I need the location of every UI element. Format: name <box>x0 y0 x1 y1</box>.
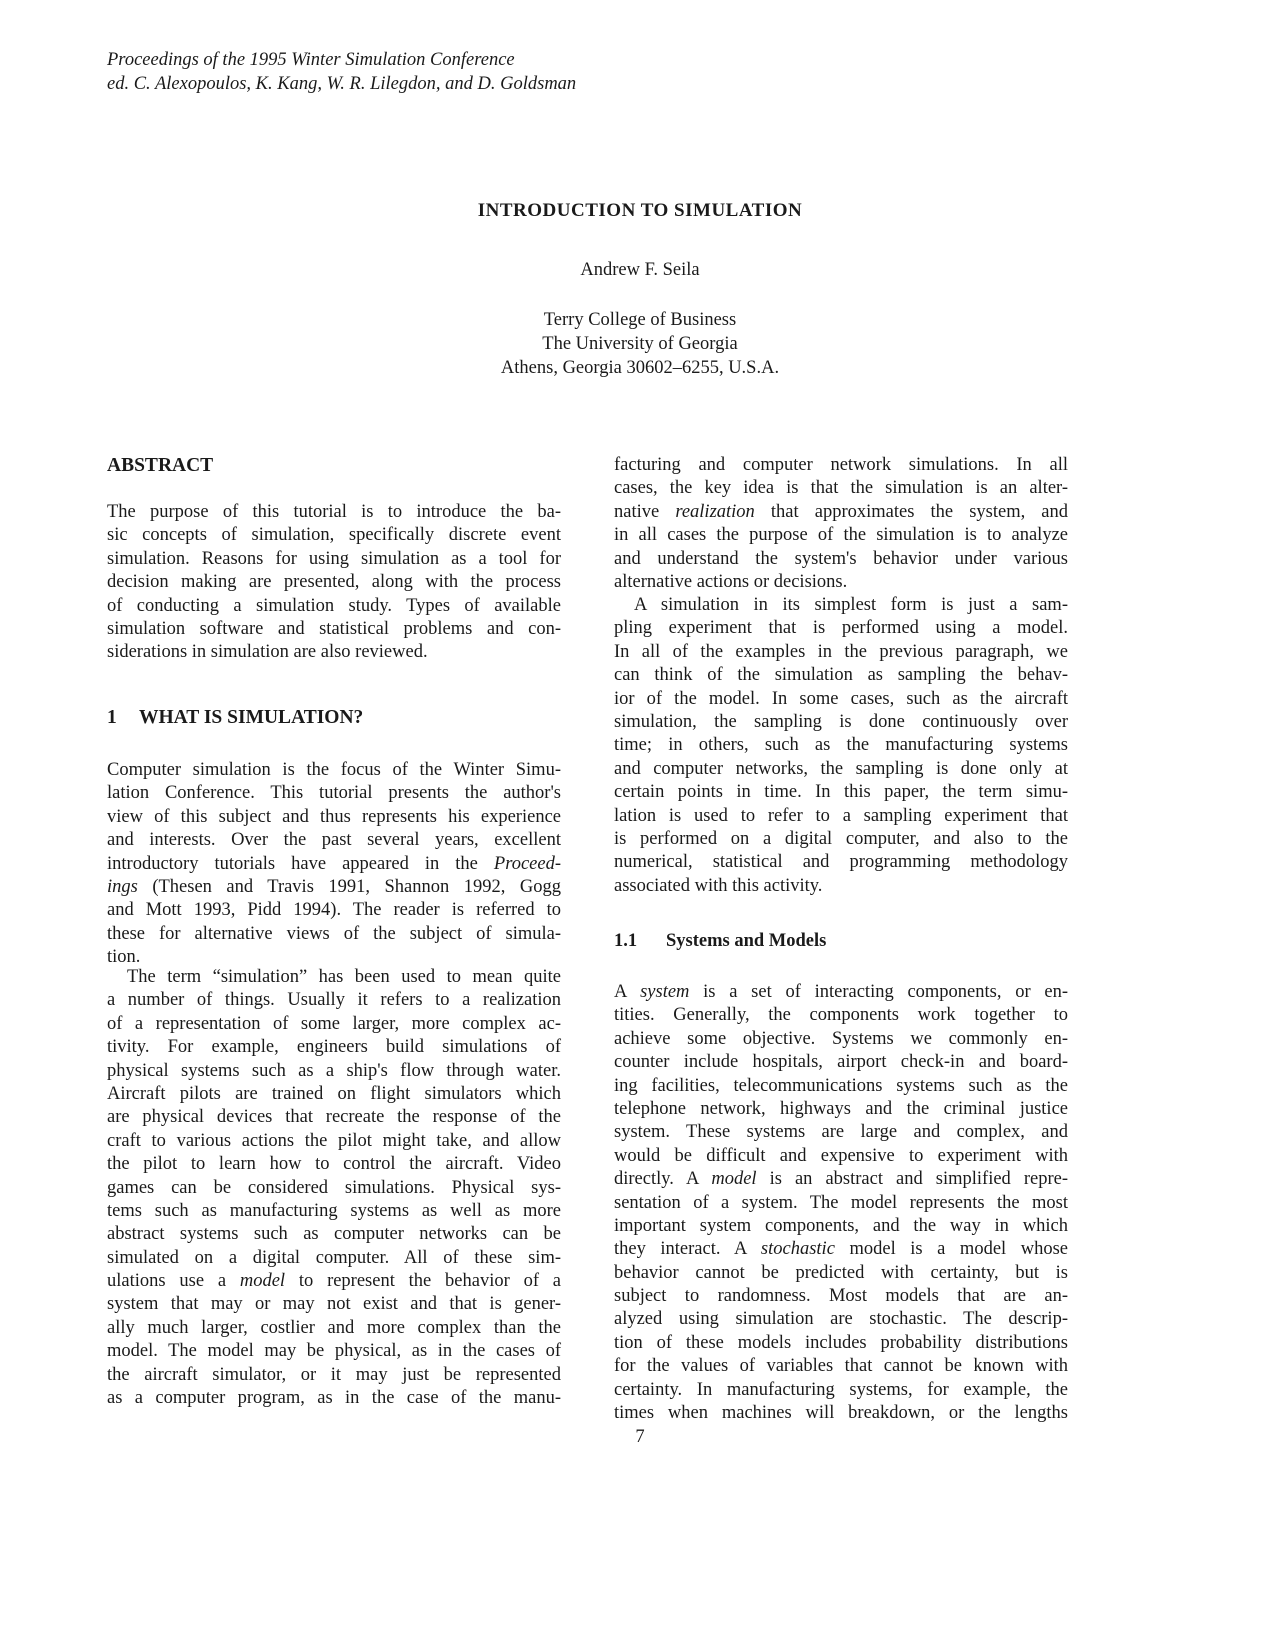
text-line: as a computer program, as in the case of the manu- <box>107 1388 561 1409</box>
emphasis: realization <box>675 501 755 522</box>
text-line: simulation software and statistical problems and con- <box>107 618 561 639</box>
section-1-paragraph-1 <box>107 759 561 970</box>
affiliation <box>0 308 1280 380</box>
text-line: games can be considered simulations. Physical sys- <box>107 1177 561 1198</box>
abstract-heading <box>107 454 561 478</box>
affiliation-line: The University of Georgia <box>542 334 738 354</box>
text-line: these for alternative views of the subject of simula- <box>107 923 561 944</box>
text-line: siderations in simulation are also reviewed. <box>107 642 428 663</box>
affiliation-line: Athens, Georgia 30602–6255, U.S.A. <box>500 358 780 378</box>
author-name: Andrew F. Seila <box>580 260 700 280</box>
section-1-paragraph-2 <box>107 966 561 1410</box>
text-line: ings (Thesen and Travis 1991, Shannon 1992, Gogg <box>107 876 561 897</box>
text-line: of conducting a simulation study. Types of available <box>107 595 561 616</box>
emphasis: Proceed- <box>493 853 561 874</box>
text-line: the pilot to learn how to control the aircraft. Video <box>107 1154 561 1175</box>
section-1-heading <box>107 706 561 730</box>
text-line: alternative actions or decisions. <box>614 571 848 592</box>
text-line: subject to randomness. Most models that are an- <box>614 1286 1068 1307</box>
text-line: simulation. Reasons for using simulation as a tool for <box>107 548 561 569</box>
affiliation-line: Terry College of Business <box>543 310 737 330</box>
text-line: abstract systems such as computer networks can be <box>107 1224 561 1245</box>
text-line: The term “simulation” has been used to mean quite <box>127 967 561 987</box>
text-line: physical systems such as a ship's flow through water. <box>107 1060 561 1081</box>
text-line: ing facilities, telecommunications systems such as the <box>614 1075 1068 1096</box>
text-line: behavior cannot be predicted with certainty, but is <box>614 1262 1068 1283</box>
text-line: tion. <box>107 947 141 968</box>
text-line: The purpose of this tutorial is to introduce the ba- <box>107 502 561 522</box>
text-line: counter include hospitals, airport check-in and board- <box>614 1052 1068 1073</box>
text-line: of a representation of some larger, more complex ac- <box>107 1013 561 1034</box>
text-line: tems such as manufacturing systems as well as more <box>107 1200 561 1221</box>
text-line: sentation of a system. The model represents the most <box>614 1192 1068 1213</box>
text-line: numerical, statistical and programming methodology <box>614 852 1068 873</box>
text-line: Aircraft pilots are trained on flight simulators which <box>107 1083 561 1104</box>
text-line: view of this subject and thus represents his experience <box>107 806 561 827</box>
emphasis: model <box>239 1271 286 1292</box>
text-line: associated with this activity. <box>614 875 823 896</box>
abstract-heading-text: ABSTRACT <box>107 455 214 476</box>
text-line: system that may or may not exist and that is gener- <box>107 1294 561 1315</box>
text-line: achieve some objective. Systems we commonly en- <box>614 1028 1068 1049</box>
text-line: times when machines will breakdown, or the lengths <box>614 1403 1068 1424</box>
text-line: sic concepts of simulation, specifically discrete event <box>107 525 561 546</box>
text-line: native realization that approximates the system, and <box>614 501 1069 522</box>
text-line: A system is a set of interacting components, or en- <box>614 982 1068 1002</box>
text-line: certain points in time. In this paper, the term simu- <box>614 782 1068 803</box>
section-1-paragraph-4 <box>614 594 1068 898</box>
text-line: ior of the model. In some cases, such as the aircraft <box>614 688 1068 709</box>
text-line: and understand the system's behavior under various <box>614 548 1068 569</box>
text-line: Computer simulation is the focus of the Winter Simu- <box>107 760 561 780</box>
text-line: tivity. For example, engineers build simulations of <box>107 1037 561 1058</box>
text-line: a number of things. Usually it refers to a realization <box>107 990 561 1011</box>
text-line: craft to various actions the pilot might take, and allow <box>107 1130 561 1151</box>
text-line: tion of these models includes probability distributions <box>614 1332 1068 1353</box>
text-line: introductory tutorials have appeared in the Proceed- <box>107 853 561 874</box>
text-line: time; in others, such as the manufacturing systems <box>614 735 1068 756</box>
text-line: lation Conference. This tutorial presents the author's <box>107 783 561 804</box>
emphasis: ings <box>107 876 138 897</box>
text-line: directly. A model is an abstract and simplified repre- <box>614 1169 1068 1190</box>
text-line: the aircraft simulator, or it may just be represented <box>107 1364 561 1385</box>
text-line: they interact. A stochastic model is a model whose <box>614 1239 1068 1260</box>
text-line: pling experiment that is performed using a model. <box>614 618 1068 639</box>
text-line: simulated on a digital computer. All of these sim- <box>107 1247 561 1268</box>
text-line: certainty. In manufacturing systems, for example, the <box>614 1379 1068 1400</box>
text-line: in all cases the purpose of the simulation is to analyze <box>614 525 1068 546</box>
text-line: alyzed using simulation are stochastic. The descrip- <box>614 1309 1068 1330</box>
text-line: In all of the examples in the previous paragraph, we <box>614 641 1068 662</box>
text-line: A simulation in its simplest form is just a sam- <box>634 595 1068 615</box>
text-line: ally much larger, costlier and more complex than the <box>107 1317 561 1338</box>
emphasis: stochastic <box>760 1239 835 1260</box>
text-line: cases, the key idea is that the simulation is an alter- <box>614 478 1068 499</box>
text-line: decision making are presented, along with the process <box>107 572 561 593</box>
text-line: and Mott 1993, Pidd 1994). The reader is referred to <box>107 900 561 921</box>
text-line: are physical devices that recreate the response of the <box>107 1107 561 1128</box>
section-title: WHAT IS SIMULATION? <box>139 707 364 728</box>
text-line: system. These systems are large and complex, and <box>614 1122 1068 1143</box>
text-line: and computer networks, the sampling is done only at <box>614 758 1068 779</box>
text-line: simulation, the sampling is done continuously over <box>614 711 1068 732</box>
text-line: would be difficult and expensive to experiment with <box>614 1145 1068 1166</box>
section-number: 1.1 <box>614 931 638 951</box>
header-line-1: Proceedings of the 1995 Winter Simulation Conference <box>107 50 515 70</box>
page-number: 7 <box>635 1427 645 1447</box>
text-line: tities. Generally, the components work together to <box>614 1005 1068 1026</box>
text-line: model. The model may be physical, as in the cases of <box>107 1341 561 1362</box>
text-line: is performed on a digital computer, and also to the <box>614 828 1068 849</box>
emphasis: system <box>640 982 690 1002</box>
text-line: facturing and computer network simulations. In all <box>614 455 1068 475</box>
section-number: 1 <box>107 707 117 728</box>
section-1-1-heading <box>614 929 1068 953</box>
text-line: for the values of variables that cannot be known with <box>614 1356 1068 1377</box>
text-line: ulations use a model to represent the behavior of a <box>107 1271 561 1292</box>
section-title: Systems and Models <box>666 931 827 951</box>
header-line-2: ed. C. Alexopoulos, K. Kang, W. R. Lilegdon, and D. Goldsman <box>107 74 577 94</box>
proceedings-header <box>107 48 576 96</box>
section-1-1-paragraph-1 <box>614 981 1068 1425</box>
text-line: telephone network, highways and the criminal justice <box>614 1098 1068 1119</box>
text-line: lation is used to refer to a sampling experiment that <box>614 805 1068 826</box>
text-line: can think of the simulation as sampling the behav- <box>614 665 1068 686</box>
text-line: important system components, and the way in which <box>614 1215 1068 1236</box>
abstract-body <box>107 501 561 665</box>
text-line: and interests. Over the past several years, excellent <box>107 830 561 851</box>
paper-title: INTRODUCTION TO SIMULATION <box>477 200 803 221</box>
section-1-paragraph-3 <box>614 454 1068 594</box>
emphasis: model <box>711 1169 757 1190</box>
